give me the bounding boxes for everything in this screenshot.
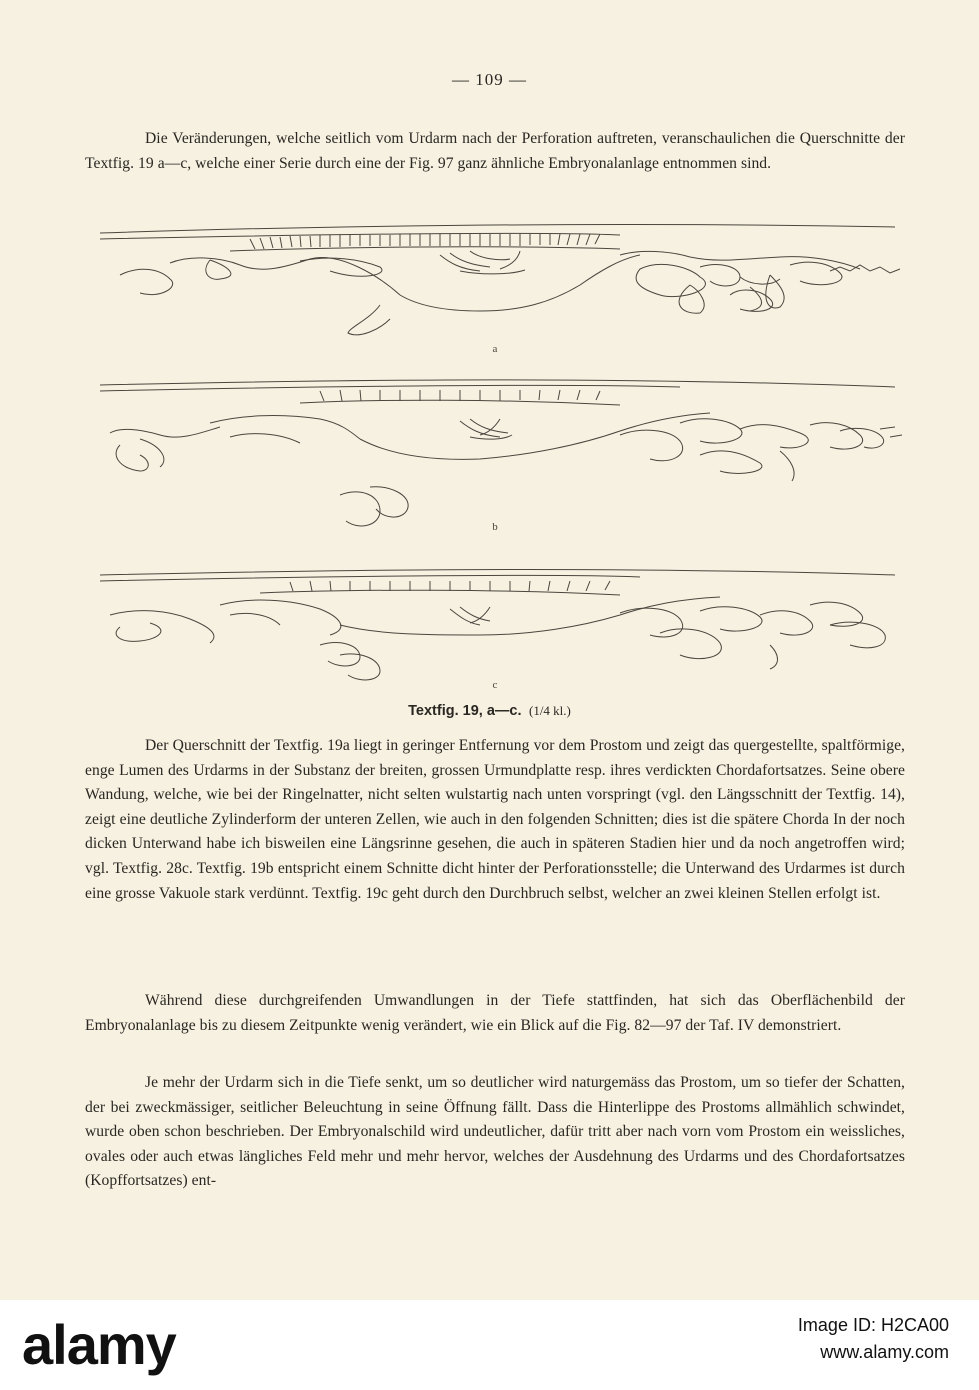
section-a-drawing [100,225,900,335]
body-paragraph-1-text: Der Querschnitt der Textfig. 19a liegt in geringer Entfernung vor dem Prostom und zeigt das quergestellte, spaltförmige, enge Lumen des Urdarms in der Substanz der breiten, grossen Urmundplatte resp. ihres verdickten Chordafortsatzes. Seine obere Wandung, welche, wie bei der Ringelnatter, nicht selten wulstartig nach unten vorspringt (vgl. den Längsschnitt der Textfig. 14), zeigt eine deutliche Zylinderform der unteren Zellen, wie auch in den folgenden Schnitten; dies ist die spätere Chorda In der noch dicken Unterwand habe ich bisweilen eine Längsrinne gesehen, die auch in späteren Stadien hier und da noch angetroffen wird; vgl. Textfig. 28c. Textfig. 19b entspricht einem Schnitte dicht hinter der Perforationsstelle; die Unterwand des Urdarmes ist durch eine grosse Vakuole stark verdünnt. Textfig. 19c geht durch den Durchbruch selbst, welcher an zwei kleinen Stellen erfolgt ist. [85,737,905,902]
section-b-drawing [100,380,902,526]
figure-caption-scale: (1/4 kl.) [528,703,571,718]
watermark-site: www.alamy.com [820,1342,949,1362]
watermark-image-id: Image ID: H2CA00 [797,1315,949,1335]
body-paragraph-2 [85,989,905,1038]
figure-label-a: a [492,343,498,355]
body-paragraph-3 [85,1071,905,1194]
figure-label-c: c [492,679,498,691]
figure-textfig-19 [80,215,910,695]
figure-caption [0,703,979,720]
intro-text: Die Veränderungen, welche seitlich vom Urdarm nach der Perforation auftreten, veranschaulichen die Querschnitte der Textfig. 19 a—c, welche einer Serie durch eine der Fig. 97 ganz ähnliche Embryonalanlage entnommen sind. [85,130,905,172]
section-c-drawing [100,570,895,680]
intro-paragraph [85,127,905,176]
figure-caption-title: Textfig. 19, a—c. [408,703,522,719]
body-paragraph-3-text: Je mehr der Urdarm sich in die Tiefe senkt, um so deutlicher wird naturgemäss das Prostom, um so tiefer der Schatten, der bei zweckmässiger, seitlicher Beleuchtung in seine Öffnung fällt. Dass die Hinterlippe des Prostoms allmählich schwindet, wurde oben schon beschrieben. Der Embryonalschild wird undeutlicher, dafür tritt aber nach vorn vom Prostom ein weissliches, ovales oder auch etwas längliches Feld mehr und mehr hervor, welches der Ausdehnung des Urdarms und des Chordafortsatzes (Kopffortsatzes) ent- [85,1074,905,1190]
figure-label-b: b [492,521,498,533]
body-paragraph-1 [85,734,905,906]
page-number: — 109 — [452,70,527,89]
watermark-id [798,1315,949,1363]
section-drawings [80,215,910,695]
body-paragraph-2-text: Während diese durchgreifenden Umwandlungen in der Tiefe stattfinden, hat sich das Oberflächenbild der Embryonalanlage bis zu diesem Zeitpunkte wenig verändert, wie ein Blick auf die Fig. 82—97 der Taf. IV demonstriert. [85,992,905,1034]
watermark-logo: alamy [22,1313,176,1376]
